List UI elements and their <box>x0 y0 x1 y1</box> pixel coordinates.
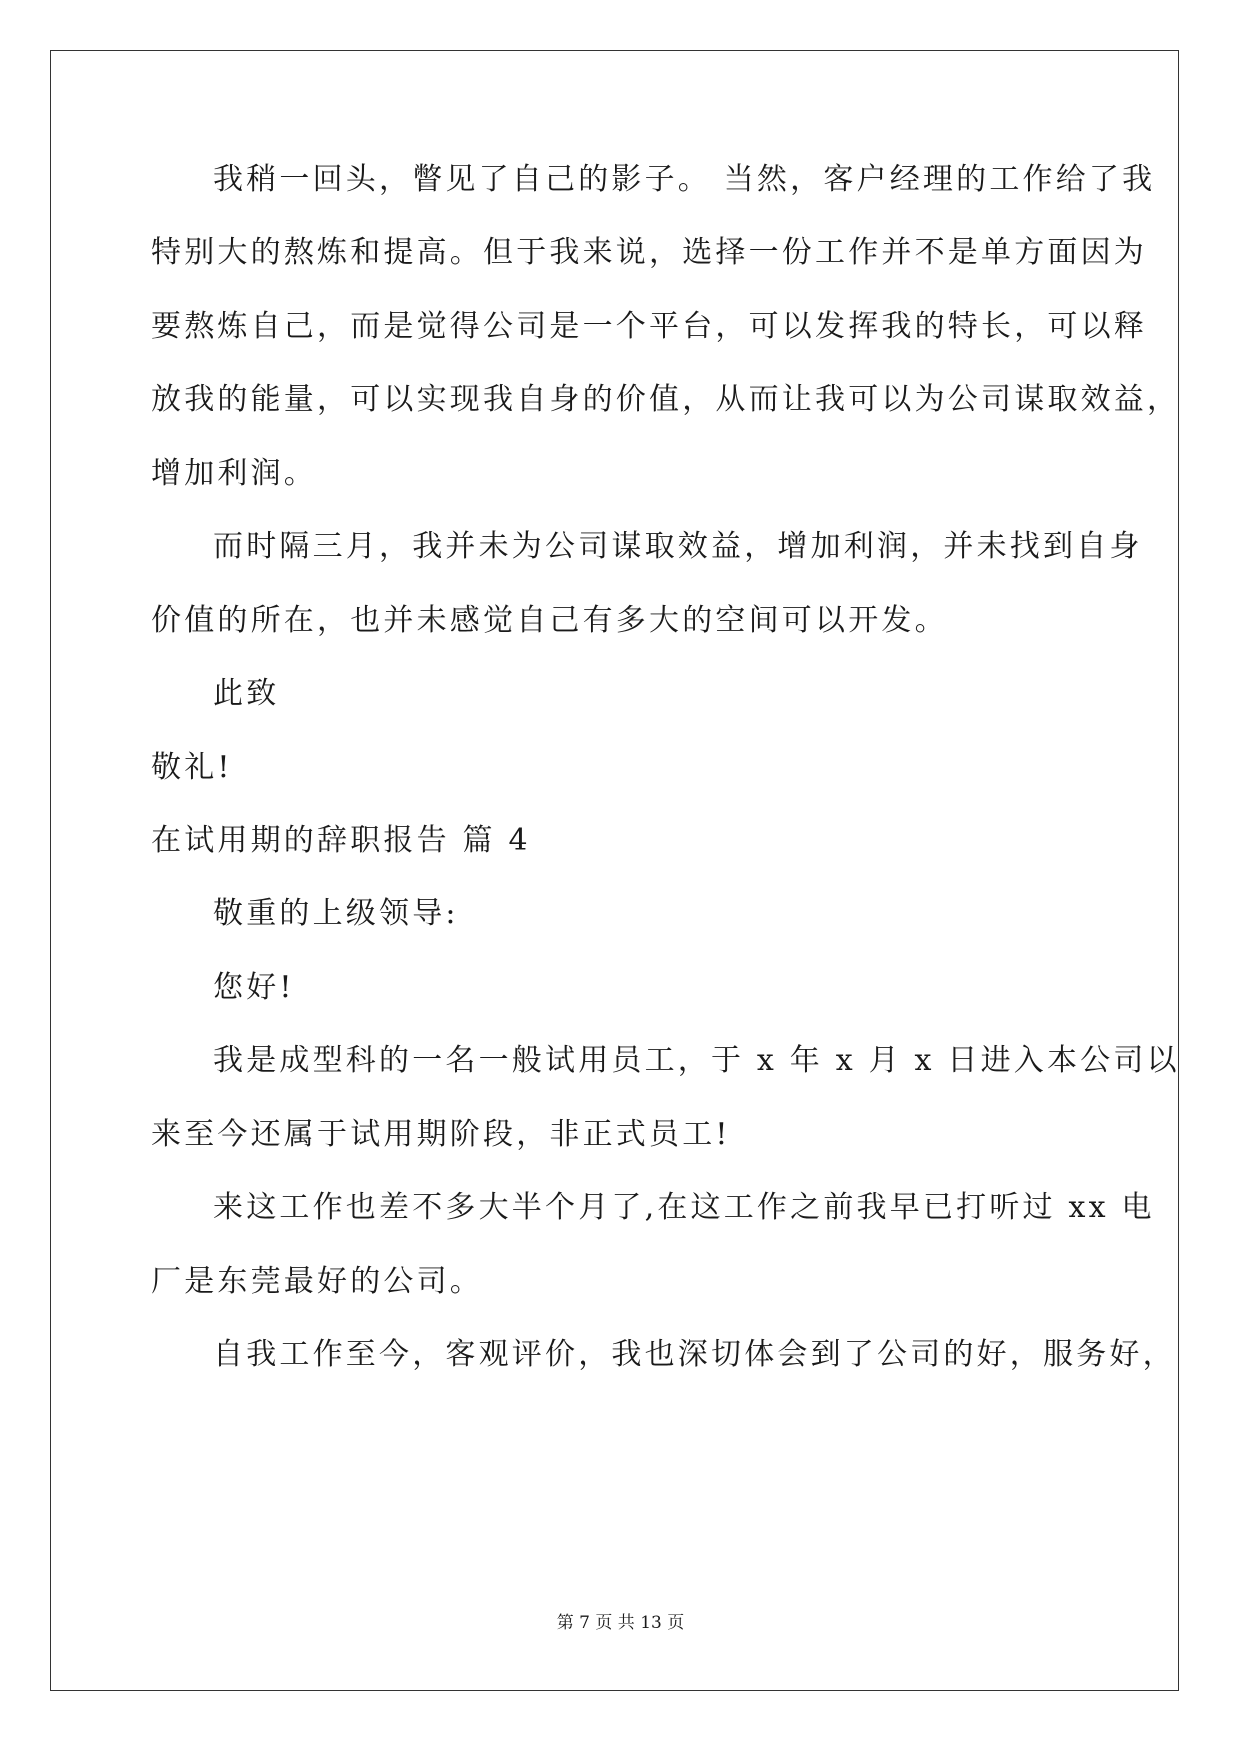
section-heading: 在试用期的辞职报告 篇 4 <box>151 823 531 858</box>
paragraph-line: 来至今还属于试用期阶段，非正式员工! <box>151 1117 731 1152</box>
paragraph-line: 特别大的熬炼和提高。但于我来说，选择一份工作并不是单方面因为 <box>151 235 1147 270</box>
greeting-line: 敬重的上级领导: <box>213 896 459 931</box>
page-border <box>50 50 1179 1691</box>
paragraph-line: 我是成型科的一名一般试用员工，于 x 年 x 月 x 日进入本公司以 <box>213 1043 1180 1078</box>
paragraph-line: 而时隔三月，我并未为公司谋取效益，增加利润，并未找到自身 <box>213 529 1143 564</box>
greeting-line: 您好! <box>213 970 295 1005</box>
paragraph-line: 增加利润。 <box>151 456 317 491</box>
paragraph-line: 自我工作至今，客观评价，我也深切体会到了公司的好，服务好， <box>213 1337 1176 1372</box>
paragraph-line: 我稍一回头，瞥见了自己的影子。 当然，客户经理的工作给了我 <box>213 162 1156 197</box>
paragraph-line: 放我的能量，可以实现我自身的价值，从而让我可以为公司谋取效益， <box>151 382 1181 417</box>
paragraph-line: 来这工作也差不多大半个月了,在这工作之前我早已打听过 xx 电 <box>213 1190 1155 1225</box>
page-number-footer: 第 7 页 共 13 页 <box>556 1613 685 1633</box>
closing-respect: 敬礼! <box>151 750 233 785</box>
paragraph-line: 价值的所在，也并未感觉自己有多大的空间可以开发。 <box>151 603 948 638</box>
paragraph-line: 要熬炼自己，而是觉得公司是一个平台，可以发挥我的特长，可以释 <box>151 309 1147 344</box>
paragraph-line: 厂是东莞最好的公司。 <box>151 1264 483 1299</box>
closing-salutation: 此致 <box>213 676 280 711</box>
